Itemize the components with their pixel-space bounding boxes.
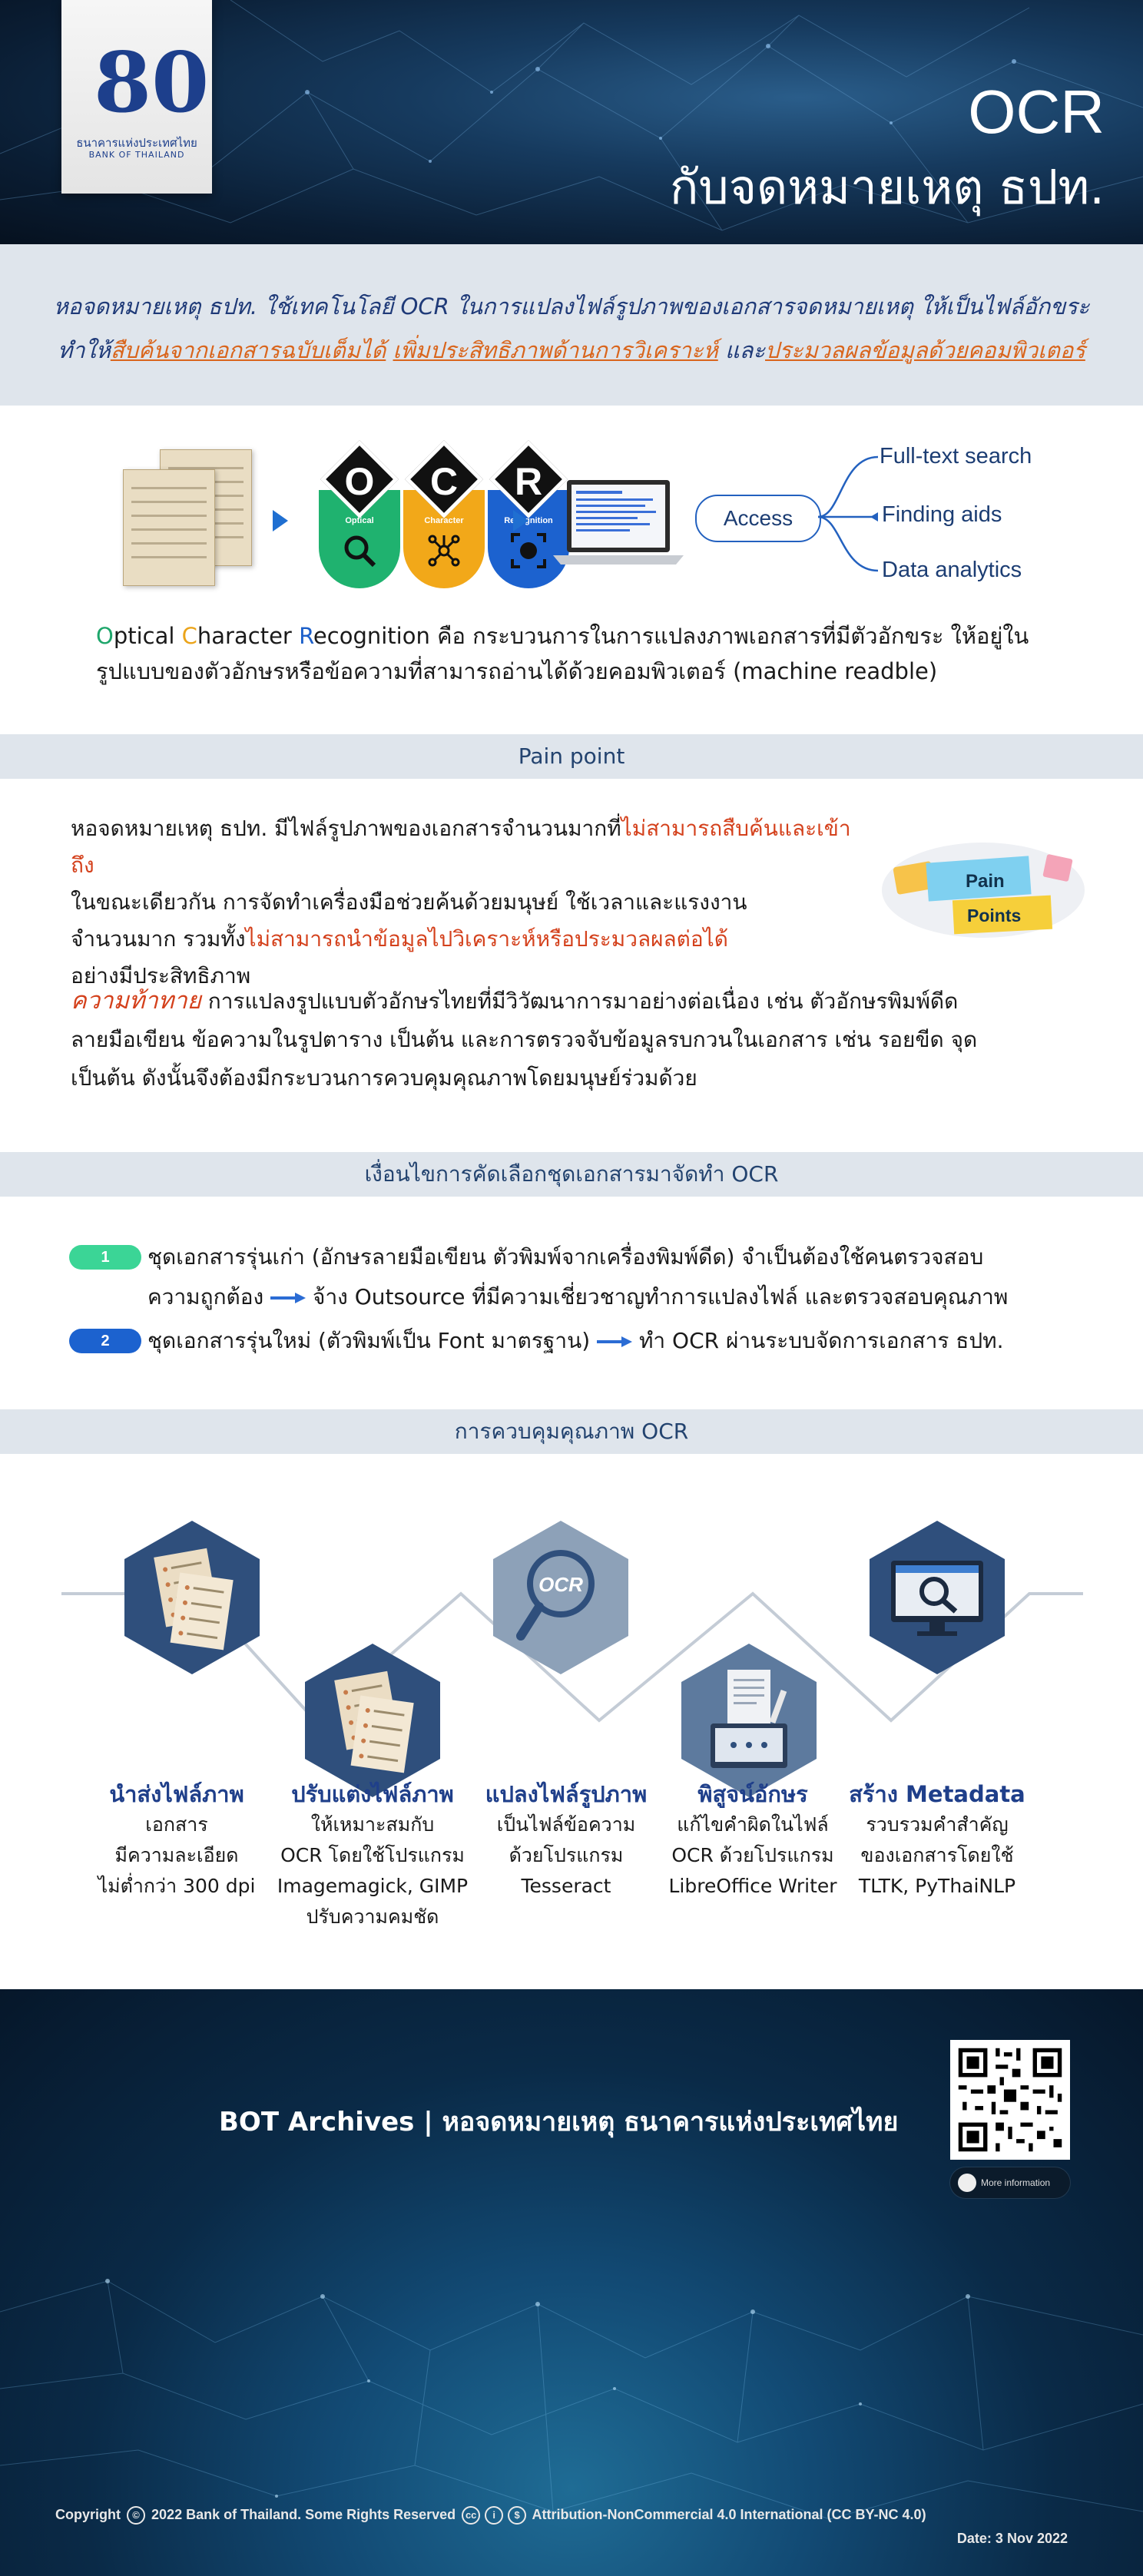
challenge-paragraph xyxy=(71,982,1085,1098)
qr-code[interactable] xyxy=(950,2040,1070,2160)
step-desc-line: OCR ด้วยโปรแกรม xyxy=(671,1844,834,1866)
ocr-badge-c xyxy=(403,452,485,588)
ocr-definition xyxy=(96,618,1095,689)
arrow-right-icon xyxy=(270,1292,306,1304)
access-item-fulltext-search: Full-text search xyxy=(880,444,1032,469)
condition-number-badge: 2 xyxy=(69,1329,141,1353)
intro-line-2 xyxy=(15,333,1128,368)
challenge-line-1 xyxy=(71,982,1085,1021)
definition-initial-r: R xyxy=(299,623,313,649)
step-1-title: นำส่งไฟล์ภาพ xyxy=(109,1781,244,1807)
step-1-document-icon xyxy=(123,1521,261,1674)
step-4-proofreading-icon xyxy=(680,1644,818,1797)
step-desc-line: เป็นไฟล์ข้อความ xyxy=(496,1813,636,1836)
ocr-badge-o xyxy=(319,452,400,588)
step-4-title: พิสูจน์อักษร xyxy=(697,1781,808,1807)
step-desc-line: ของเอกสารโดยใช้ xyxy=(860,1844,1014,1866)
step-5-metadata-monitor-icon xyxy=(868,1521,1006,1674)
note-points-text: Points xyxy=(967,906,1022,925)
access-item-data-analytics: Data analytics xyxy=(882,558,1022,582)
more-information-label: More information xyxy=(981,2177,1051,2188)
pain-line-3 xyxy=(71,921,854,958)
badge-letter: O xyxy=(344,460,375,503)
branch-connector xyxy=(818,442,880,576)
bank-of-thailand-logo xyxy=(61,0,212,194)
pain-line-4: อย่างมีประสิทธิภาพ xyxy=(71,963,251,988)
condition-1-line-2 xyxy=(147,1278,1008,1316)
step-5-title: สร้าง Metadata xyxy=(849,1781,1025,1807)
definition-initial-c: C xyxy=(181,623,197,649)
step-desc-line: OCR โดยใช้โปรแกรม xyxy=(280,1844,465,1866)
definition-line-1 xyxy=(96,618,1095,654)
step-desc-line: มีความละเอียด xyxy=(114,1844,239,1866)
step-1-description xyxy=(77,1809,277,1902)
step-3-ocr-magnifier-icon xyxy=(492,1521,630,1674)
definition-text: ptical xyxy=(113,623,182,649)
pain-text: จำนวนมาก รวมทั้ง xyxy=(71,926,246,952)
intro-highlight-processing: ประมวลผลข้อมูลด้วยคอมพิวเตอร์ xyxy=(765,337,1085,363)
step-desc-line: ด้วยโปรแกรม xyxy=(509,1844,624,1866)
note-pain-text: Pain xyxy=(966,871,1005,892)
license-text: Attribution-NonCommercial 4.0 International (CC BY-NC 4.0) xyxy=(532,2506,926,2522)
intro-band xyxy=(0,244,1143,406)
pain-point-text xyxy=(71,810,854,995)
network-nodes-icon xyxy=(425,531,463,570)
pain-highlight: ไม่สามารถสืบค้นและเข้าถึง xyxy=(71,816,851,878)
step-3-description xyxy=(466,1809,666,1902)
badge-word: Character xyxy=(424,516,464,525)
condition-number-badge: 1 xyxy=(69,1245,141,1270)
more-information-button[interactable] xyxy=(950,2167,1070,2198)
document-page xyxy=(123,469,215,586)
step-desc-line: LibreOffice Writer xyxy=(668,1875,837,1897)
logo-bank-name-en: BANK OF THAILAND xyxy=(88,150,185,160)
ocr-lens-text: OCR xyxy=(538,1573,583,1596)
step-5-description xyxy=(837,1809,1037,1902)
challenge-line-2: ลายมือเขียน ข้อความในรูปตาราง เป็นต้น และการตรวจจับข้อมูลรบกวนในเอกสาร เช่น รอยขีด จุด xyxy=(71,1027,978,1052)
definition-initial-o: O xyxy=(96,623,114,649)
pain-text: หอจดหมายเหตุ ธปท. มีไฟล์รูปภาพของเอกสารจำนวนมากที่ xyxy=(71,816,621,841)
magnifier-icon xyxy=(340,531,379,570)
page-subtitle: กับจดหมายเหตุ ธปท. xyxy=(669,159,1105,215)
pain-line-2: ในขณะเดียวกัน การจัดทำเครื่องมือช่วยค้นด้วยมนุษย์ ใช้เวลาและแรงงาน xyxy=(71,889,747,915)
challenge-label: ความท้าทาย xyxy=(71,987,201,1015)
pain-line-1 xyxy=(71,810,854,884)
step-4-description xyxy=(653,1809,853,1902)
step-desc-line: ไม่ต่ำกว่า 300 dpi xyxy=(98,1875,256,1897)
step-desc-line: แก้ไขคำผิดในไฟล์ xyxy=(677,1813,829,1836)
badge-letter: C xyxy=(429,460,459,503)
step-desc-line: Tesseract xyxy=(521,1875,611,1897)
condition-text: ชุดเอกสารรุ่นใหม่ (ตัวพิมพ์เป็น Font มาตรฐาน) xyxy=(147,1328,591,1353)
section-bar-quality-control: การควบคุมคุณภาพ OCR xyxy=(0,1409,1143,1454)
step-desc-line: ปรับความคมชัด xyxy=(306,1906,439,1928)
pain-points-sticky-notes-image xyxy=(880,833,1087,941)
condition-text: จ้าง Outsource ที่มีความเชี่ยวชาญทำการแปลงไฟล์ และตรวจสอบคุณภาพ xyxy=(313,1284,1009,1310)
step-2-description xyxy=(273,1809,472,1932)
copyright-notice xyxy=(55,2506,926,2525)
badge-word: Recognition xyxy=(504,516,553,525)
footer xyxy=(0,1989,1143,2576)
by-icon: i xyxy=(485,2506,503,2525)
badge-word: Optical xyxy=(345,516,374,525)
condition-1-line-1: ชุดเอกสารรุ่นเก่า (อักษรลายมือเขียน ตัวพิมพ์จากเครื่องพิมพ์ดีด) จำเป็นต้องใช้คนตรวจสอบ xyxy=(147,1244,984,1270)
cc-icon: cc xyxy=(462,2506,480,2525)
step-desc-line: TLTK, PyThaiNLP xyxy=(858,1875,1016,1897)
copyright-icon: © xyxy=(127,2506,145,2525)
definition-line-2: รูปแบบของตัวอักษรหรือข้อความที่สามารถอ่านได้ด้วยคอมพิวเตอร์ (machine readble) xyxy=(96,658,938,684)
section-bar-pain-point: Pain point xyxy=(0,734,1143,779)
section-bar-conditions: เงื่อนไขการคัดเลือกชุดเอกสารมาจัดทำ OCR xyxy=(0,1152,1143,1197)
copyright-text: 2022 Bank of Thailand. Some Rights Reserved xyxy=(151,2506,456,2522)
definition-text: ecognition คือ กระบวนการในการแปลงภาพเอกสารที่มีตัวอักขระ ให้อยู่ใน xyxy=(313,623,1029,649)
publish-date: Date: 3 Nov 2022 xyxy=(956,2531,1068,2546)
challenge-line-3: เป็นต้น ดังนั้นจึงต้องมีกระบวนการควบคุมคุณภาพโดยมนุษย์ร่วมด้วย xyxy=(71,1065,697,1091)
logo-80-numeral: 80 xyxy=(94,35,210,131)
footer-title: BOT Archives | หอจดหมายเหตุ ธนาคารแห่งประเทศไทย xyxy=(219,2107,899,2137)
arrow-right-icon xyxy=(597,1336,632,1348)
copyright-text: Copyright xyxy=(55,2506,121,2522)
logo-bank-name-th: ธนาคารแห่งประเทศไทย xyxy=(76,136,197,150)
arrow-right-icon xyxy=(513,510,528,531)
arrow-right-icon xyxy=(273,510,288,531)
badge-letter: R xyxy=(514,460,543,503)
condition-2-line-1 xyxy=(147,1322,1004,1360)
scanned-documents-image xyxy=(123,449,258,586)
intro-highlight-analysis: เพิ่มประสิทธิภาพด้านการวิเคราะห์ xyxy=(393,337,718,363)
page-title: OCR xyxy=(968,78,1105,146)
intro-text: และ xyxy=(717,337,766,363)
step-desc-line: เอกสาร xyxy=(145,1813,208,1836)
access-label: Access xyxy=(695,495,821,542)
step-desc-line: ให้เหมาะสมกับ xyxy=(310,1813,435,1836)
step-desc-line: รวบรวมคำสำคัญ xyxy=(866,1813,1009,1836)
pain-highlight: ไม่สามารถนำข้อมูลไปวิเคราะห์หรือประมวลผลต่อได้ xyxy=(245,926,728,952)
definition-text: haracter xyxy=(197,623,300,649)
qr-code-graphic xyxy=(950,2040,1070,2160)
step-desc-line: Imagemagick, GIMP xyxy=(277,1875,469,1897)
intro-text xyxy=(386,337,393,363)
step-2-title: ปรับแต่งไฟล์ภาพ xyxy=(291,1781,454,1807)
intro-text: ทำให้ xyxy=(58,337,111,363)
intro-highlight-fulltext: สืบค้นจากเอกสารฉบับเต็มได้ xyxy=(110,337,386,363)
nc-icon: $ xyxy=(508,2506,526,2525)
condition-text: ความถูกต้อง xyxy=(147,1284,264,1310)
intro-line-1: หอจดหมายเหตุ ธปท. ใช้เทคโนโลยี OCR ในการแปลงไฟล์รูปภาพของเอกสารจดหมายเหตุ ให้เป็นไฟล์อักขระ xyxy=(53,293,1090,320)
header-banner xyxy=(0,0,1143,244)
scan-frame-icon xyxy=(509,531,548,570)
challenge-text: การแปลงรูปแบบตัวอักษรไทยที่มีวิวัฒนาการมาอย่างต่อเนื่อง เช่น ตัวอักษรพิมพ์ดีด xyxy=(200,988,959,1014)
condition-text: ทำ OCR ผ่านระบบจัดการเอกสาร ธปท. xyxy=(638,1328,1004,1353)
access-item-finding-aids: Finding aids xyxy=(882,502,1002,527)
laptop-icon xyxy=(553,478,684,569)
step-3-title: แปลงไฟล์รูปภาพ xyxy=(485,1781,648,1807)
phone-icon xyxy=(958,2174,976,2192)
step-2-document-adjust-icon xyxy=(303,1644,442,1797)
